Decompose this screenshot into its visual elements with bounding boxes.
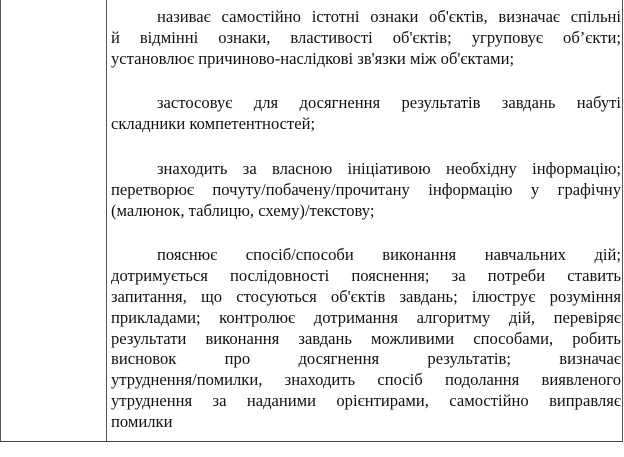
- text-line: застосовує для досягнення результатів завдань набуті: [157, 93, 621, 113]
- text-line: результати виконання завдань можливими способами, робить: [111, 328, 621, 348]
- text-line: установлює причиново-наслідкові зв'язки між об'єктами;: [111, 48, 515, 68]
- text-line: висновок про досягнення результатів; визначає: [111, 349, 621, 369]
- text-line: складники компетентностей;: [111, 114, 316, 134]
- text-line: називає самостійно істотні ознаки об'єктів, визначає спільні: [157, 7, 621, 26]
- text-line: утруднення за наданими орієнтирами, самостійно виправляє: [111, 390, 621, 410]
- text-line: пояснює спосіб/способи виконання навчальних дій;: [157, 245, 621, 265]
- text-line: й відмінні ознаки, властивості об'єктів; угруповує об’єкти;: [111, 27, 621, 47]
- text-line: запитання, що стосуються об'єктів завдань; ілюструє розуміння: [111, 286, 621, 306]
- requirement-paragraph: [111, 7, 621, 69]
- requirement-paragraph: [111, 245, 621, 432]
- text-line: знаходить за власною ініціативою необхідну інформацію;: [157, 158, 621, 178]
- text-line: прикладами; контролює дотримання алгоритму дій, перевіряє: [111, 307, 621, 327]
- table-cell-requirements: [111, 7, 621, 457]
- text-line: дотримується послідовності пояснення; за потреби ставить: [111, 266, 621, 286]
- requirement-paragraph: [111, 93, 621, 135]
- text-line: (малюнок, таблицю, схему)/текстову;: [111, 200, 375, 220]
- table-left-border: [0, 0, 1, 442]
- table-right-border: [622, 0, 623, 442]
- table-column-divider: [106, 0, 107, 442]
- text-line: помилки: [111, 411, 173, 431]
- requirement-paragraph: [111, 159, 621, 221]
- text-line: утруднення/помилки, знаходить спосіб подолання виявленого: [111, 370, 621, 390]
- text-line: перетворює почуту/побачену/прочитану інформацію у графічну: [111, 179, 621, 199]
